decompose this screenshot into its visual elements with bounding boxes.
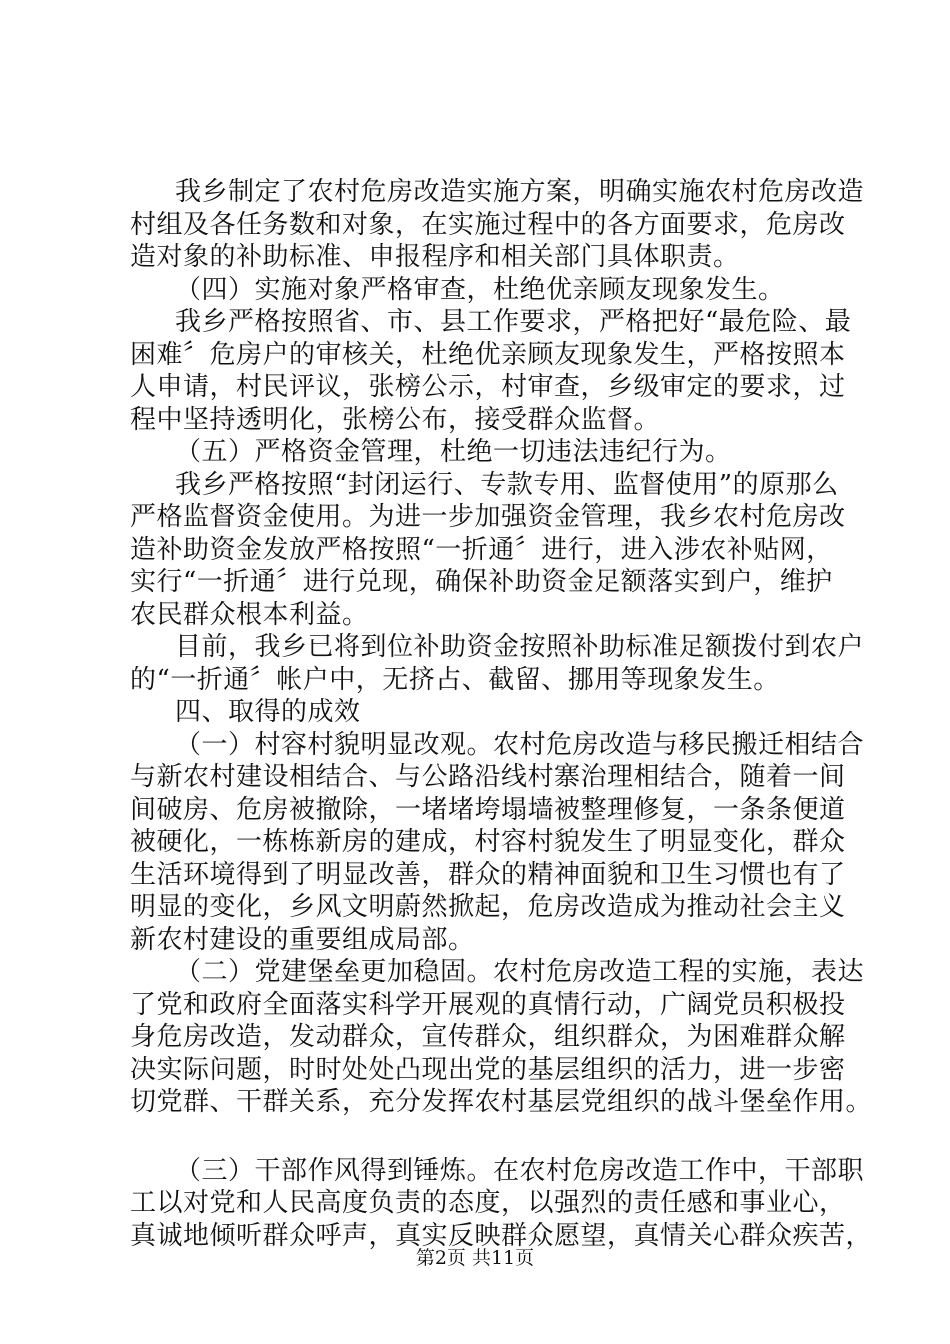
text-line: 真诚地倾听群众呼声，真实反映群众愿望，真情关心群众疾苦，: [130, 1220, 873, 1251]
text-line: （一）村容村貌明显改观。农村危房改造与移民搬迁相结合: [175, 729, 865, 760]
text-line: 生活环境得到了明显改善，群众的精神面貌和卫生习惯也有了: [130, 859, 846, 890]
text-line: 新农村建设的重要组成局部。: [130, 924, 475, 955]
text-line: 人申请，村民评议，张榜公示，村审查，乡级审定的要求，过: [130, 372, 846, 402]
text-line: 工以对党和人民高度负责的态度，以强烈的责任感和事业心，: [130, 1188, 846, 1218]
text-line: 了党和政府全面落实科学开展观的真情行动，广阔党员积极投: [130, 989, 846, 1020]
text-line: 目前，我乡已将到位补助资金按照补助标准足额拨付到农户: [175, 632, 865, 662]
text-line: 被硬化，一栋栋新房的建成，村容村貌发生了明显变化，群众: [130, 827, 846, 857]
text-line: 程中坚持透明化，张榜公布，接受群众监督。: [130, 404, 661, 435]
text-line: 我乡制定了农村危房改造实施方案，明确实施农村危房改造: [175, 177, 865, 207]
section-heading: （四）实施对象严格审查，杜绝优亲顾友现象发生。: [175, 274, 785, 305]
text-line: 我乡严格按照省、市、县工作要求，严格把好“最危险、最: [175, 307, 852, 337]
text-line: 困难〞危房户的审核关，杜绝优亲顾友现象发生，严格按照本: [130, 339, 846, 370]
text-line: 严格监督资金使用。为进一步加强资金管理，我乡农村危房改: [130, 502, 846, 532]
text-line: （三）干部作风得到锤炼。在农村危房改造工作中，干部职: [175, 1155, 865, 1186]
text-line: 农民群众根本利益。: [130, 599, 369, 630]
text-line: 明显的变化，乡风文明蔚然掀起，危房改造成为推动社会主义: [130, 892, 846, 922]
paragraph-gap: [130, 1119, 830, 1155]
text-line: 身危房改造，发动群众，宣传群众，组织群众，为困难群众解: [130, 1022, 846, 1052]
text-line: 造对象的补助标准、申报程序和相关部门具体职责。: [130, 242, 740, 272]
section-heading: （五）严格资金管理，杜绝一切违法违纪行为。: [175, 437, 732, 467]
document-body: [130, 176, 873, 1252]
text-line: （二）党建堡垒更加稳固。农村危房改造工程的实施，表达: [175, 957, 865, 987]
text-line: 与新农村建设相结合、与公路沿线村寨治理相结合，随着一间: [130, 762, 846, 792]
text-line: 切党群、干群关系，充分发挥农村基层党组织的战斗堡垒作用。: [130, 1087, 873, 1117]
page-number-footer: 第2页 共11页: [415, 1247, 535, 1269]
text-line: 实行“一折通〞进行兑现，确保补助资金足额落实到户，维护: [130, 567, 833, 597]
section-heading: 四、取得的成效: [175, 697, 361, 727]
text-line: 村组及各任务数和对象，在实施过程中的各方面要求，危房改: [130, 209, 846, 240]
text-line: 决实际问题，时时处处凸现出党的基层组织的活力，进一步密: [130, 1054, 846, 1085]
text-line: 造补助资金发放严格按照“一折通〞进行，进入涉农补贴网，: [130, 534, 833, 565]
text-line: 的“一折通〞帐户中，无挤占、截留、挪用等现象发生。: [130, 664, 780, 695]
text-line: 间破房、危房被撤除，一堵堵垮塌墙被整理修复，一条条便道: [130, 794, 846, 825]
text-line: 我乡严格按照“封闭运行、专款专用、监督使用”的原那么: [175, 469, 839, 500]
